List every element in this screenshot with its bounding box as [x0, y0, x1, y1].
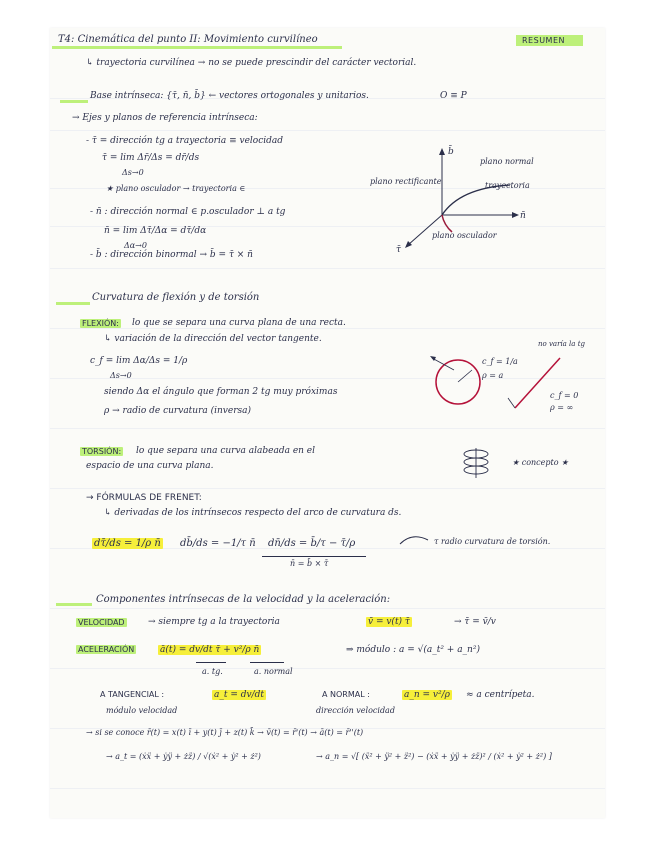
- plano-rect-label: plano rectificante: [370, 177, 442, 186]
- ejes-line: → Ejes y planos de referencia intrínseca:: [72, 113, 258, 123]
- vel-formula: v̄ = v(t) τ̄: [368, 617, 410, 627]
- frenet-sub: ↳ derivadas de los intrínsecos respecto del arco de curvatura ds.: [104, 508, 402, 518]
- frenet-f2: db̄/ds = −1/τ n̄: [180, 538, 256, 549]
- cf-limit: Δs→0: [110, 371, 132, 380]
- section-marker: [60, 100, 88, 103]
- tau-axis-label: τ̄: [396, 245, 401, 255]
- plano-osc-label: plano osculador: [432, 231, 497, 240]
- section-marker: [56, 302, 90, 305]
- nor-sub: dirección velocidad: [316, 706, 395, 715]
- circle-cf: c_f = 1/a: [482, 357, 518, 366]
- flexion-text: lo que se separa una curva plana de una recta.: [132, 318, 346, 328]
- line-rho: ρ = ∞: [550, 403, 574, 412]
- rho-text: ρ → radio de curvatura (inversa): [104, 406, 252, 416]
- b-line: - b̄ : dirección binormal → b̄ = τ̄ × n̄: [90, 250, 253, 260]
- n-axis-label: n̄: [520, 211, 526, 221]
- siendo-text: siendo Δα el ángulo que forman 2 tg muy próximas: [104, 387, 338, 397]
- torsion-label: TORSIÓN:: [82, 447, 122, 456]
- nor-label: A NORMAL :: [322, 690, 370, 699]
- page-title: T4: Cinemática del punto II: Movimiento curvilíneo: [58, 34, 318, 45]
- acc-mod: ⇒ módulo : a = √(a_t² + a_n²): [346, 645, 480, 655]
- intrinsic-axes-figure: [370, 140, 540, 260]
- an-formula: → a_n = √[ (ẍ² + ÿ² + z̈²) − (ẋẍ + ẏÿ + żz̈)² / (ẋ² + ẏ² + ż²) ]: [316, 752, 552, 761]
- brace: [250, 662, 284, 663]
- si-conoce: → si se conoce r̄(t) = x(t) ī + y(t) j̄ + z(t) k̄ → v̄(t) = r̄'(t) → ā(t) = r̄''(t): [86, 728, 364, 737]
- title-highlight: [52, 46, 342, 49]
- no-varia: no varía la tg: [538, 340, 585, 348]
- torsion-sub: espacio de una curva plana.: [86, 461, 214, 471]
- cf-formula: c_f = lim Δα/Δs = 1/ρ: [90, 356, 188, 366]
- vel-text: → siempre tg a la trayectoria: [148, 617, 280, 627]
- vel-label: VELOCIDAD: [78, 618, 125, 627]
- helix-icon: [456, 446, 496, 480]
- flexion-sub: ↳ variación de la dirección del vector tangente.: [104, 334, 322, 344]
- base-title: Base intrínseca: {τ̄, n̄, b̄} ← vectores ortogonales y unitarios.: [90, 91, 369, 101]
- acc-formula-text: ā(t) = dv/dt τ̄ + v²/ρ n̄: [160, 645, 260, 655]
- trayectoria-label: trayectoria: [485, 181, 530, 190]
- acc-formula: [158, 645, 261, 655]
- n-limit: Δα→0: [124, 241, 147, 250]
- tan-label: A TANGENCIAL :: [100, 690, 165, 699]
- tan-formula: a_t = dv/dt: [214, 690, 265, 700]
- osculador-note: ★ plano osculador → trayectoria ∈: [106, 184, 246, 193]
- acc-label: ACELERACIÓN: [78, 645, 135, 654]
- flexion-label: FLEXIÓN:: [82, 319, 119, 328]
- a-tg: a. tg.: [202, 667, 223, 676]
- nor-formula: a_n = v²/ρ: [404, 690, 450, 700]
- brace: [196, 662, 226, 663]
- componentes-title: Componentes intrínsecas de la velocidad y la aceleración:: [96, 594, 391, 605]
- tan-sub: módulo velocidad: [106, 706, 178, 715]
- plano-normal-label: plano normal: [480, 157, 534, 166]
- b-axis-label: b̄: [448, 147, 454, 157]
- torsion-curve-icon: [398, 530, 430, 550]
- vel-tau: → τ̄ = v̄/v: [454, 617, 496, 627]
- summary-badge: RESUMEN: [516, 35, 583, 46]
- frenet-f3: dn̄/ds = b̄/τ − τ̄/ρ: [268, 538, 356, 549]
- frenet-f1: dτ̄/ds = 1/ρ n̄: [94, 538, 161, 549]
- origin-note: O ≡ P: [440, 91, 467, 101]
- circle-rho: ρ = a: [482, 371, 504, 380]
- a-normal: a. normal: [254, 667, 293, 676]
- at-formula: → a_t = (ẋẍ + ẏÿ + żz̈) / √(ẋ² + ẏ² + ż²): [106, 752, 261, 761]
- subtitle: ↳ trayectoria curvilínea → no se puede prescindir del carácter vectorial.: [86, 58, 417, 68]
- curvatura-title: Curvatura de flexión y de torsión: [92, 292, 260, 303]
- nor-after: ≈ a centrípeta.: [466, 690, 535, 700]
- n-line: - n̄ : dirección normal ∈ p.osculador ⊥ a tg: [90, 207, 286, 217]
- curvature-figure: [420, 340, 600, 420]
- n-formula: n̄ = lim Δτ̄/Δα = dτ̄/dα: [104, 226, 207, 236]
- tau-formula: τ̄ = lim Δr̄/Δs = dr̄/ds: [102, 153, 200, 163]
- frenet-under: n̄ = b̄ × τ̄: [290, 559, 329, 568]
- tau-limit: Δs→0: [122, 168, 144, 177]
- tau-line: - τ̄ = dirección tg a trayectoria ≡ velocidad: [86, 136, 284, 146]
- concepto-note: ★ concepto ★: [512, 458, 569, 467]
- section-marker: [56, 603, 92, 606]
- radio-torsion: τ radio curvatura de torsión.: [434, 537, 551, 546]
- brace: [262, 556, 366, 557]
- torsion-text: lo que separa una curva alabeada en el: [136, 446, 316, 456]
- frenet-title: → FÓRMULAS DE FRENET:: [86, 493, 202, 503]
- line-cf: c_f = 0: [550, 391, 579, 400]
